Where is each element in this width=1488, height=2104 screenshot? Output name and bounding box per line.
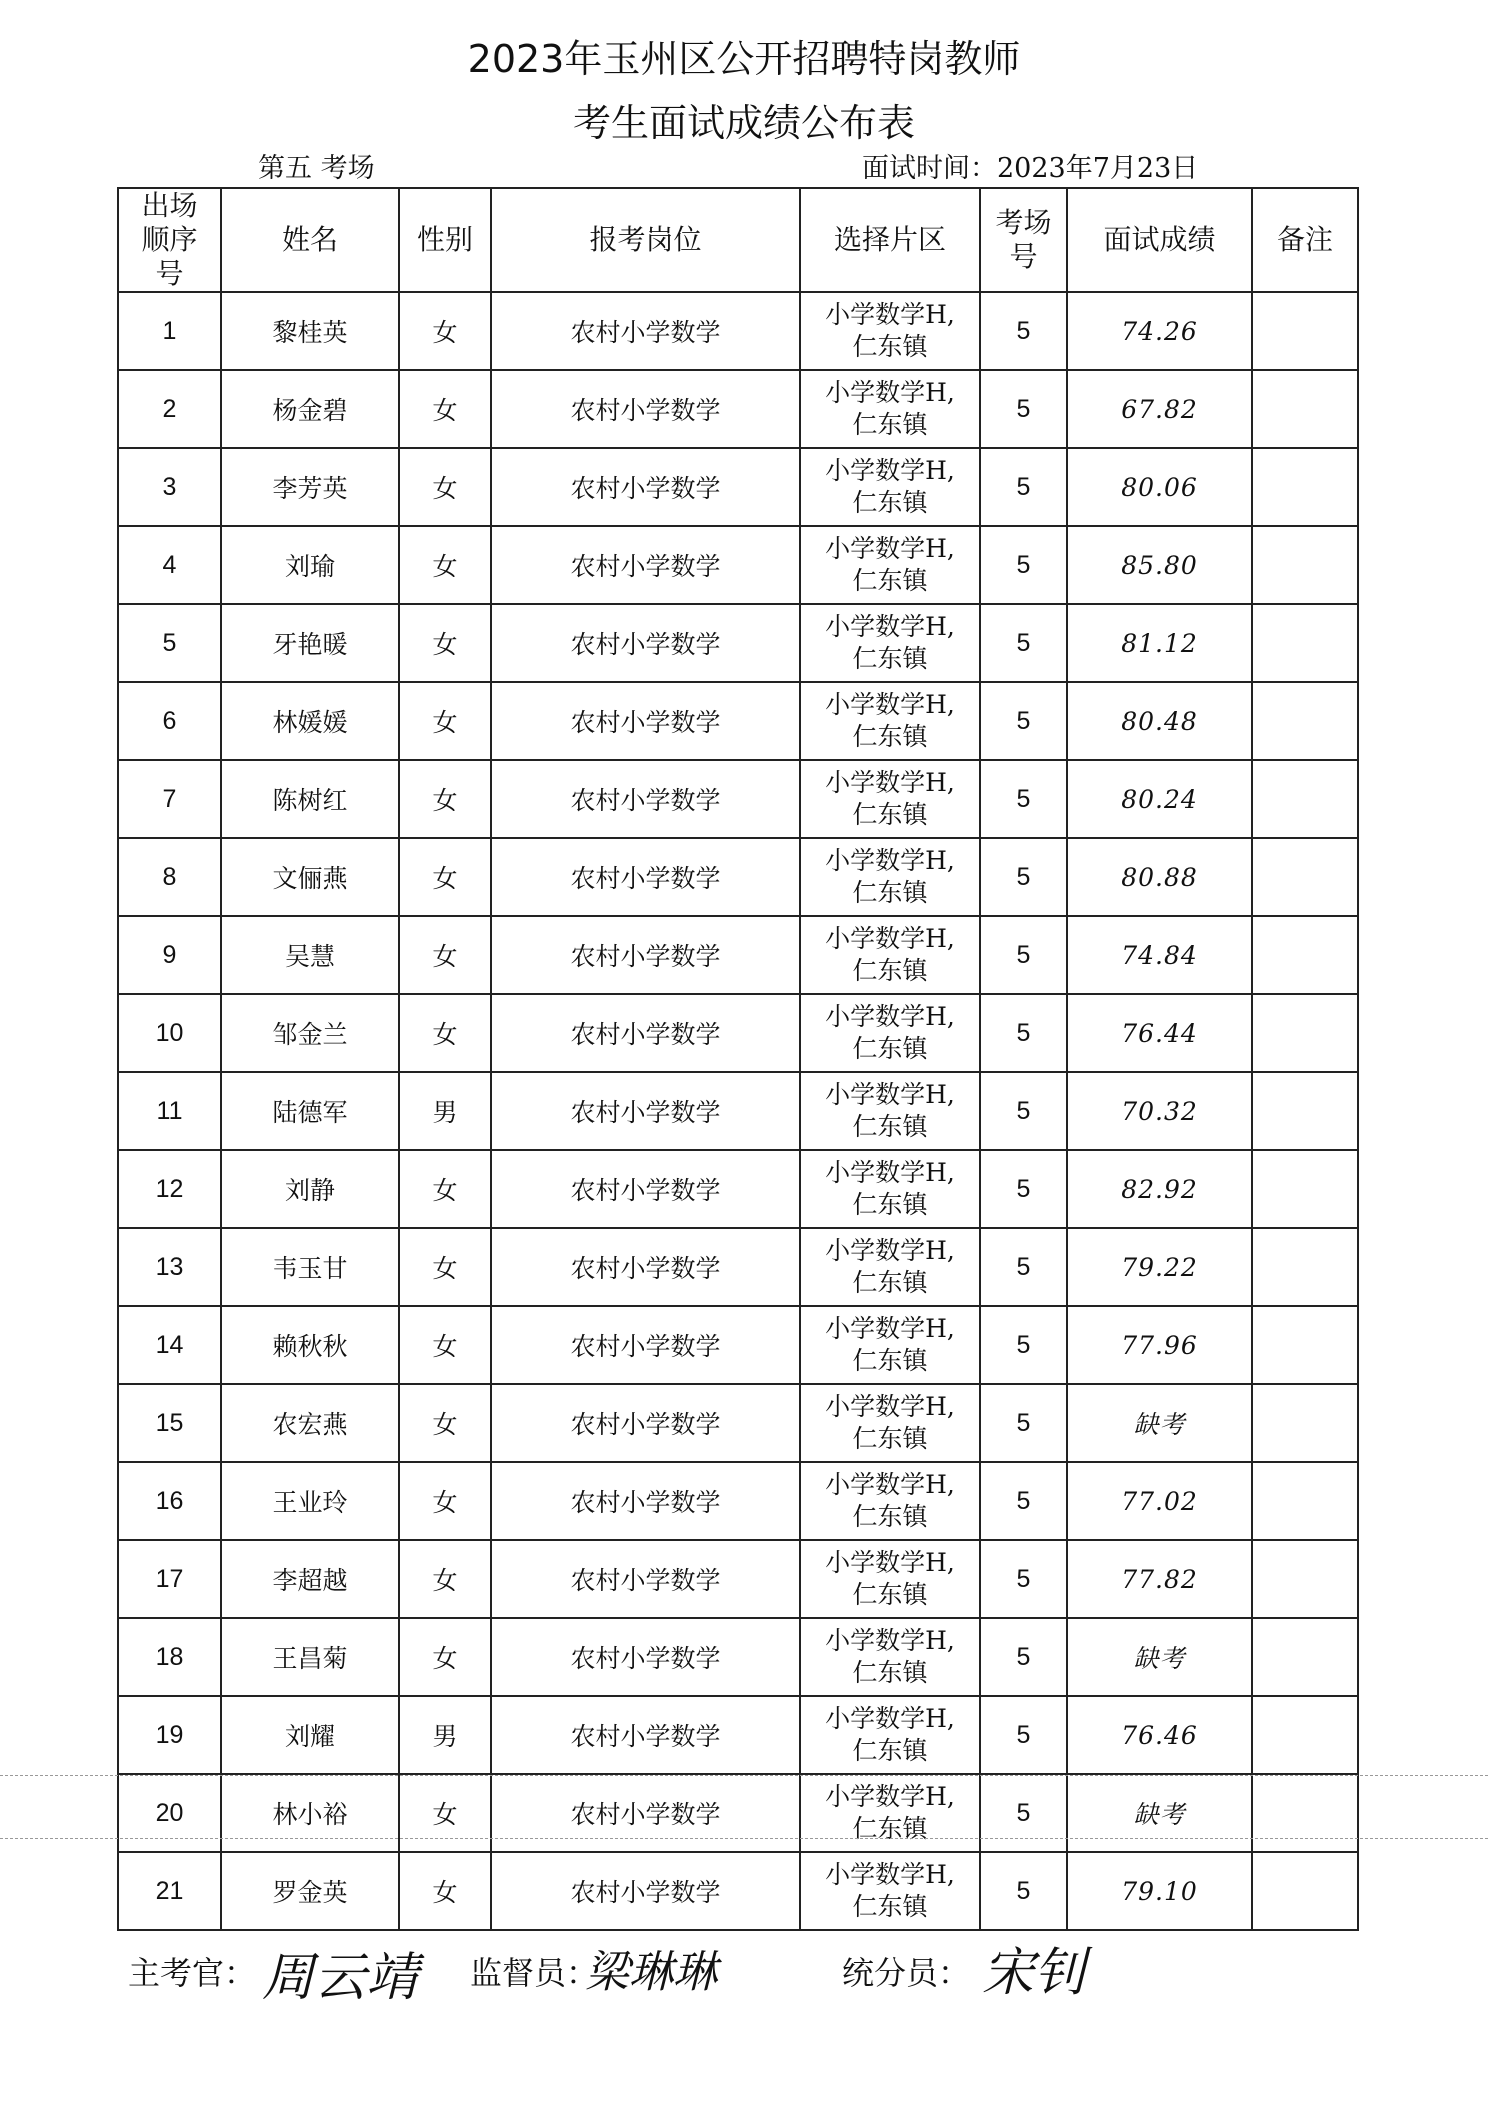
cell-region-line-1: 小学数学H,	[825, 378, 955, 407]
cell-seq: 6	[118, 682, 221, 760]
cell-region	[800, 916, 980, 994]
cell-region-line-2: 仁东镇	[852, 1814, 928, 1843]
cell-score: 缺考	[1067, 1384, 1252, 1462]
cell-gender: 女	[399, 994, 491, 1072]
cell-score: 67.82	[1067, 370, 1252, 448]
cell-seq: 8	[118, 838, 221, 916]
cell-post: 农村小学数学	[491, 1306, 800, 1384]
cell-room: 5	[980, 1540, 1067, 1618]
cell-post: 农村小学数学	[491, 916, 800, 994]
cell-post: 农村小学数学	[491, 370, 800, 448]
cell-post: 农村小学数学	[491, 1540, 800, 1618]
supervisor-label: 监督员：	[470, 1954, 599, 1992]
cell-name: 王业玲	[221, 1462, 399, 1540]
cell-region	[800, 292, 980, 370]
cell-room: 5	[980, 838, 1067, 916]
cell-remark	[1252, 682, 1358, 760]
cell-region	[800, 1696, 980, 1774]
cell-remark	[1252, 604, 1358, 682]
cell-score: 缺考	[1067, 1774, 1252, 1852]
cell-seq: 7	[118, 760, 221, 838]
cell-region	[800, 1774, 980, 1852]
table-row	[118, 448, 1358, 526]
table-row	[118, 1852, 1358, 1930]
cell-score: 70.32	[1067, 1072, 1252, 1150]
cell-name: 赖秋秋	[221, 1306, 399, 1384]
col-header-region: 选择片区	[800, 188, 980, 292]
cell-post: 农村小学数学	[491, 1774, 800, 1852]
cell-gender: 男	[399, 1072, 491, 1150]
cell-seq: 20	[118, 1774, 221, 1852]
cell-region	[800, 1072, 980, 1150]
cell-gender: 女	[399, 1618, 491, 1696]
cell-room: 5	[980, 1462, 1067, 1540]
cell-region	[800, 1228, 980, 1306]
cell-region-line-2: 仁东镇	[852, 1346, 928, 1375]
cell-region-line-2: 仁东镇	[852, 488, 928, 517]
cell-gender: 女	[399, 838, 491, 916]
cell-region-line-2: 仁东镇	[852, 1190, 928, 1219]
cell-post: 农村小学数学	[491, 1384, 800, 1462]
cell-score: 81.12	[1067, 604, 1252, 682]
cell-remark	[1252, 760, 1358, 838]
cell-region-line-1: 小学数学H,	[825, 690, 955, 719]
cell-region	[800, 1384, 980, 1462]
cell-gender: 女	[399, 1384, 491, 1462]
scorer-signature: 宋钊	[982, 1943, 1087, 2003]
cell-region	[800, 1540, 980, 1618]
cell-post: 农村小学数学	[491, 292, 800, 370]
cell-score: 85.80	[1067, 526, 1252, 604]
table-row	[118, 526, 1358, 604]
cell-score: 74.26	[1067, 292, 1252, 370]
cell-seq: 3	[118, 448, 221, 526]
table-row	[118, 1072, 1358, 1150]
cell-region-line-1: 小学数学H,	[825, 1548, 955, 1577]
cell-region-line-1: 小学数学H,	[825, 1860, 955, 1889]
cell-seq: 21	[118, 1852, 221, 1930]
table-row	[118, 994, 1358, 1072]
cell-post: 农村小学数学	[491, 526, 800, 604]
cell-region-line-2: 仁东镇	[852, 1736, 928, 1765]
cell-remark	[1252, 1072, 1358, 1150]
cell-post: 农村小学数学	[491, 448, 800, 526]
cell-name: 黎桂英	[221, 292, 399, 370]
table-row	[118, 370, 1358, 448]
col-header-post: 报考岗位	[491, 188, 800, 292]
table-row	[118, 1228, 1358, 1306]
supervisor-signature: 梁琳琳	[585, 1947, 717, 1998]
cell-region-line-2: 仁东镇	[852, 332, 928, 361]
cell-gender: 女	[399, 682, 491, 760]
cell-remark	[1252, 1852, 1358, 1930]
cell-room: 5	[980, 760, 1067, 838]
cell-seq: 9	[118, 916, 221, 994]
cell-score: 79.10	[1067, 1852, 1252, 1930]
cell-remark	[1252, 1228, 1358, 1306]
table-row	[118, 1384, 1358, 1462]
cell-gender: 女	[399, 1228, 491, 1306]
cell-post: 农村小学数学	[491, 1618, 800, 1696]
table-row	[118, 916, 1358, 994]
cell-score: 76.46	[1067, 1696, 1252, 1774]
cell-seq: 15	[118, 1384, 221, 1462]
cell-score: 缺考	[1067, 1618, 1252, 1696]
cell-region	[800, 994, 980, 1072]
table-row	[118, 1462, 1358, 1540]
table-row	[118, 604, 1358, 682]
cell-remark	[1252, 838, 1358, 916]
scan-artifact-line	[0, 1775, 1488, 1776]
cell-seq: 18	[118, 1618, 221, 1696]
scorer-label: 统分员：	[842, 1954, 971, 1992]
cell-post: 农村小学数学	[491, 1150, 800, 1228]
scan-artifact-line	[0, 1838, 1488, 1839]
cell-score: 79.22	[1067, 1228, 1252, 1306]
cell-region-line-1: 小学数学H,	[825, 534, 955, 563]
cell-name: 罗金英	[221, 1852, 399, 1930]
cell-post: 农村小学数学	[491, 1696, 800, 1774]
cell-region-line-2: 仁东镇	[852, 1424, 928, 1453]
cell-region-line-2: 仁东镇	[852, 1580, 928, 1609]
cell-region	[800, 760, 980, 838]
cell-score: 82.92	[1067, 1150, 1252, 1228]
cell-room: 5	[980, 994, 1067, 1072]
cell-post: 农村小学数学	[491, 1228, 800, 1306]
cell-name: 李芳英	[221, 448, 399, 526]
cell-score: 80.24	[1067, 760, 1252, 838]
cell-score: 77.82	[1067, 1540, 1252, 1618]
cell-region-line-1: 小学数学H,	[825, 1626, 955, 1655]
cell-score: 77.96	[1067, 1306, 1252, 1384]
cell-score: 80.06	[1067, 448, 1252, 526]
cell-region-line-1: 小学数学H,	[825, 924, 955, 953]
cell-room: 5	[980, 370, 1067, 448]
cell-post: 农村小学数学	[491, 682, 800, 760]
cell-region-line-1: 小学数学H,	[825, 1314, 955, 1343]
table-row	[118, 1306, 1358, 1384]
cell-remark	[1252, 448, 1358, 526]
table-row	[118, 1696, 1358, 1774]
cell-room: 5	[980, 526, 1067, 604]
cell-remark	[1252, 292, 1358, 370]
cell-remark	[1252, 1618, 1358, 1696]
cell-name: 刘耀	[221, 1696, 399, 1774]
cell-region-line-2: 仁东镇	[852, 1268, 928, 1297]
cell-gender: 女	[399, 526, 491, 604]
cell-score: 80.88	[1067, 838, 1252, 916]
cell-room: 5	[980, 1384, 1067, 1462]
cell-region-line-1: 小学数学H,	[825, 1002, 955, 1031]
cell-name: 林小裕	[221, 1774, 399, 1852]
cell-region-line-1: 小学数学H,	[825, 1236, 955, 1265]
cell-name: 李超越	[221, 1540, 399, 1618]
cell-seq: 16	[118, 1462, 221, 1540]
cell-region	[800, 448, 980, 526]
cell-room: 5	[980, 1696, 1067, 1774]
cell-region-line-1: 小学数学H,	[825, 612, 955, 641]
cell-remark	[1252, 1774, 1358, 1852]
cell-score: 76.44	[1067, 994, 1252, 1072]
cell-name: 吴慧	[221, 916, 399, 994]
score-table-body	[118, 292, 1358, 1930]
cell-post: 农村小学数学	[491, 1462, 800, 1540]
cell-gender: 女	[399, 1540, 491, 1618]
col-header-score: 面试成绩	[1067, 188, 1252, 292]
cell-seq: 1	[118, 292, 221, 370]
cell-room: 5	[980, 448, 1067, 526]
cell-region-line-1: 小学数学H,	[825, 1080, 955, 1109]
table-row	[118, 1540, 1358, 1618]
cell-seq: 12	[118, 1150, 221, 1228]
cell-gender: 女	[399, 1852, 491, 1930]
cell-region-line-1: 小学数学H,	[825, 1158, 955, 1187]
cell-score: 80.48	[1067, 682, 1252, 760]
cell-score: 77.02	[1067, 1462, 1252, 1540]
chief-examiner-signature: 周云靖	[262, 1948, 419, 2008]
cell-gender: 女	[399, 1462, 491, 1540]
table-row	[118, 1150, 1358, 1228]
cell-region	[800, 838, 980, 916]
cell-seq: 4	[118, 526, 221, 604]
cell-gender: 女	[399, 292, 491, 370]
cell-name: 韦玉甘	[221, 1228, 399, 1306]
cell-region	[800, 1306, 980, 1384]
cell-name: 陆德军	[221, 1072, 399, 1150]
cell-remark	[1252, 526, 1358, 604]
cell-seq: 17	[118, 1540, 221, 1618]
col-header-gender: 性别	[399, 188, 491, 292]
cell-room: 5	[980, 1852, 1067, 1930]
cell-region-line-1: 小学数学H,	[825, 846, 955, 875]
table-row	[118, 682, 1358, 760]
col-header-name: 姓名	[221, 188, 399, 292]
cell-remark	[1252, 370, 1358, 448]
cell-remark	[1252, 916, 1358, 994]
cell-room: 5	[980, 1150, 1067, 1228]
cell-name: 刘静	[221, 1150, 399, 1228]
cell-post: 农村小学数学	[491, 1072, 800, 1150]
cell-gender: 女	[399, 760, 491, 838]
cell-name: 杨金碧	[221, 370, 399, 448]
cell-region-line-2: 仁东镇	[852, 722, 928, 751]
cell-room: 5	[980, 1618, 1067, 1696]
cell-region-line-2: 仁东镇	[852, 800, 928, 829]
cell-room: 5	[980, 1774, 1067, 1852]
cell-region-line-2: 仁东镇	[852, 566, 928, 595]
score-table	[117, 187, 1359, 1931]
chief-examiner-label: 主考官：	[128, 1954, 257, 1992]
cell-region-line-1: 小学数学H,	[825, 1782, 955, 1811]
cell-region	[800, 682, 980, 760]
cell-region-line-2: 仁东镇	[852, 1658, 928, 1687]
table-row	[118, 760, 1358, 838]
cell-name: 刘瑜	[221, 526, 399, 604]
exam-time-label: 面试时间：2023年7月23日	[862, 153, 1199, 184]
cell-region-line-2: 仁东镇	[852, 1112, 928, 1141]
cell-gender: 女	[399, 916, 491, 994]
cell-post: 农村小学数学	[491, 994, 800, 1072]
cell-name: 农宏燕	[221, 1384, 399, 1462]
cell-seq: 19	[118, 1696, 221, 1774]
cell-seq: 14	[118, 1306, 221, 1384]
cell-room: 5	[980, 1228, 1067, 1306]
cell-seq: 5	[118, 604, 221, 682]
cell-remark	[1252, 1150, 1358, 1228]
cell-seq: 11	[118, 1072, 221, 1150]
cell-region-line-1: 小学数学H,	[825, 456, 955, 485]
cell-room: 5	[980, 604, 1067, 682]
cell-room: 5	[980, 1306, 1067, 1384]
cell-region	[800, 604, 980, 682]
cell-region-line-2: 仁东镇	[852, 1034, 928, 1063]
cell-name: 文俪燕	[221, 838, 399, 916]
table-row	[118, 1774, 1358, 1852]
cell-region-line-2: 仁东镇	[852, 1502, 928, 1531]
cell-name: 林媛媛	[221, 682, 399, 760]
cell-remark	[1252, 1462, 1358, 1540]
exam-room-label: 第五 考场	[258, 153, 375, 184]
cell-region	[800, 1618, 980, 1696]
cell-gender: 女	[399, 1774, 491, 1852]
cell-region-line-1: 小学数学H,	[825, 768, 955, 797]
cell-post: 农村小学数学	[491, 838, 800, 916]
title-line-2: 考生面试成绩公布表	[572, 101, 915, 145]
cell-name: 牙艳暖	[221, 604, 399, 682]
cell-region	[800, 370, 980, 448]
cell-region	[800, 1150, 980, 1228]
cell-gender: 女	[399, 1150, 491, 1228]
cell-post: 农村小学数学	[491, 604, 800, 682]
cell-name: 王昌菊	[221, 1618, 399, 1696]
col-header-seq: 出场顺序号	[118, 188, 221, 292]
cell-room: 5	[980, 292, 1067, 370]
cell-region-line-2: 仁东镇	[852, 644, 928, 673]
cell-region-line-1: 小学数学H,	[825, 1392, 955, 1421]
cell-region-line-2: 仁东镇	[852, 956, 928, 985]
cell-room: 5	[980, 682, 1067, 760]
cell-region	[800, 1852, 980, 1930]
cell-gender: 女	[399, 1306, 491, 1384]
cell-gender: 女	[399, 604, 491, 682]
cell-seq: 13	[118, 1228, 221, 1306]
col-header-remark: 备注	[1252, 188, 1358, 292]
cell-gender: 女	[399, 370, 491, 448]
cell-region-line-1: 小学数学H,	[825, 300, 955, 329]
cell-seq: 2	[118, 370, 221, 448]
cell-region-line-1: 小学数学H,	[825, 1470, 955, 1499]
cell-gender: 女	[399, 448, 491, 526]
cell-post: 农村小学数学	[491, 760, 800, 838]
cell-remark	[1252, 1540, 1358, 1618]
table-row	[118, 292, 1358, 370]
cell-remark	[1252, 1696, 1358, 1774]
cell-remark	[1252, 1306, 1358, 1384]
cell-seq: 10	[118, 994, 221, 1072]
cell-region-line-2: 仁东镇	[852, 410, 928, 439]
title-line-1: 2023年玉州区公开招聘特岗教师	[467, 37, 1021, 81]
cell-remark	[1252, 994, 1358, 1072]
cell-region-line-2: 仁东镇	[852, 878, 928, 907]
cell-remark	[1252, 1384, 1358, 1462]
cell-name: 陈树红	[221, 760, 399, 838]
cell-room: 5	[980, 1072, 1067, 1150]
col-header-room: 考场号	[980, 188, 1067, 292]
table-header-row	[118, 188, 1358, 292]
cell-post: 农村小学数学	[491, 1852, 800, 1930]
cell-region-line-1: 小学数学H,	[825, 1704, 955, 1733]
cell-room: 5	[980, 916, 1067, 994]
table-row	[118, 1618, 1358, 1696]
cell-region	[800, 1462, 980, 1540]
table-row	[118, 838, 1358, 916]
cell-name: 邹金兰	[221, 994, 399, 1072]
cell-score: 74.84	[1067, 916, 1252, 994]
cell-gender: 男	[399, 1696, 491, 1774]
cell-region	[800, 526, 980, 604]
cell-region-line-2: 仁东镇	[852, 1892, 928, 1921]
